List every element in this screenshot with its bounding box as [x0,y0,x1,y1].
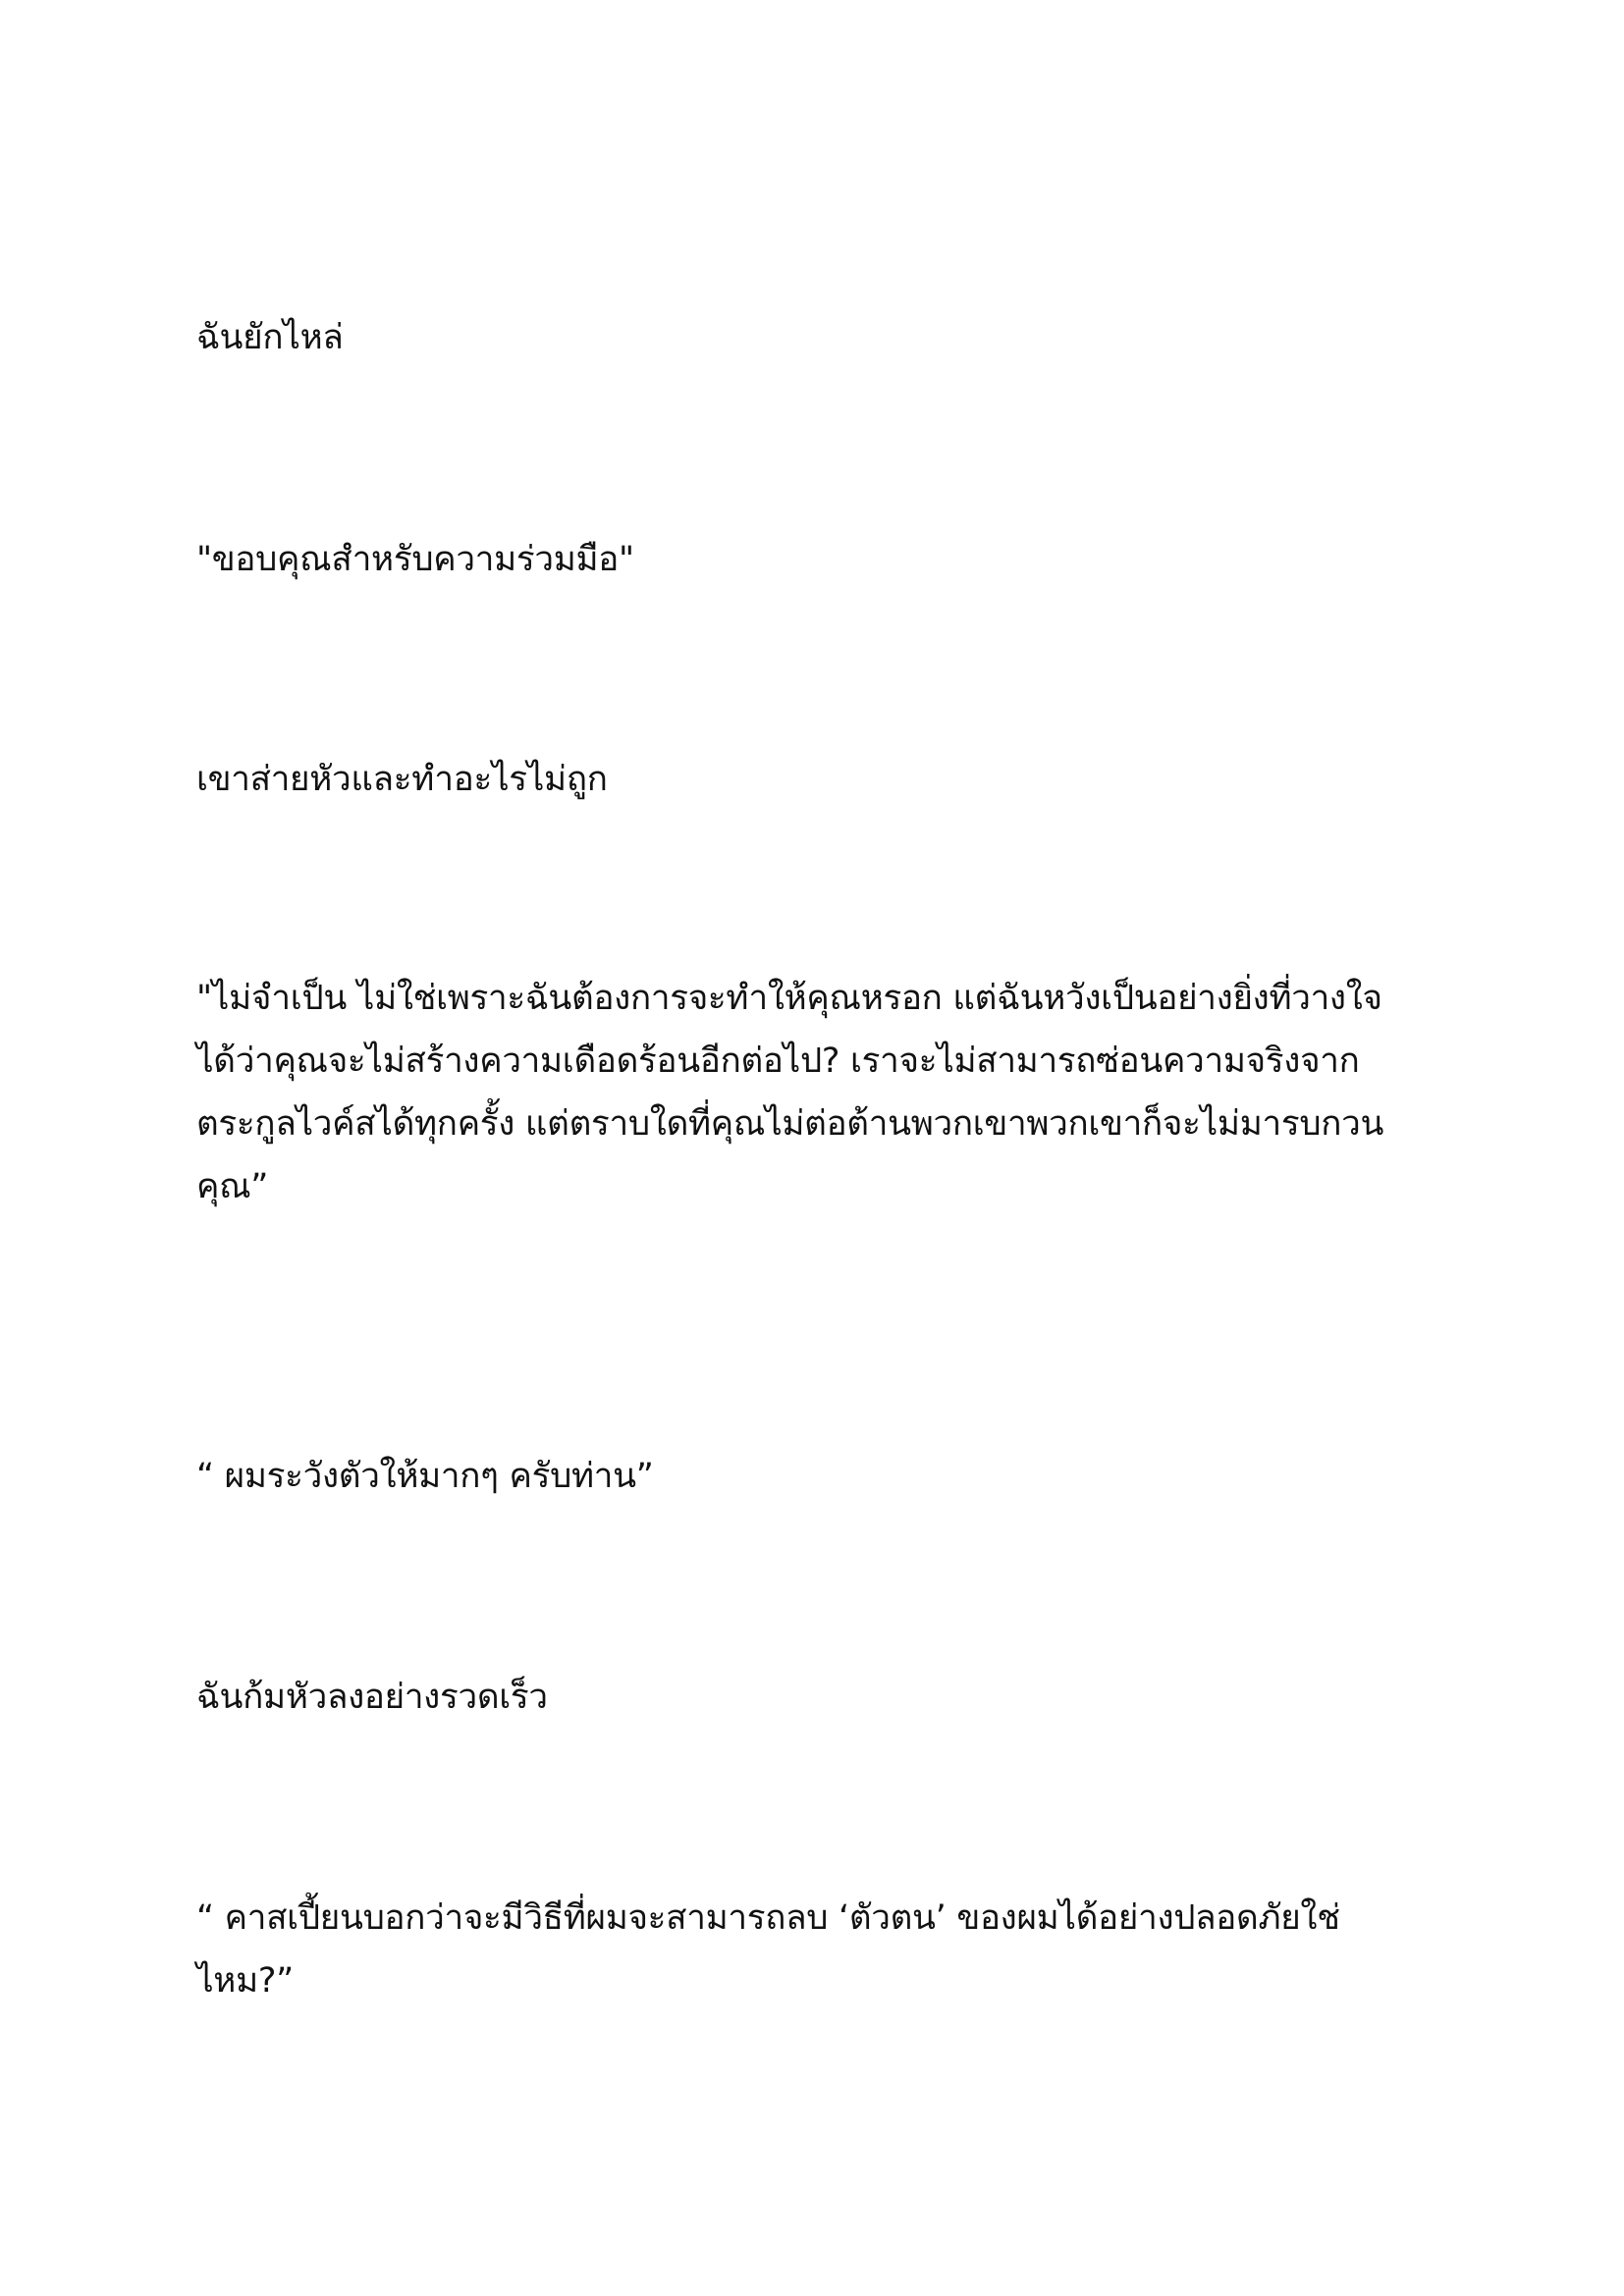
paragraph-line: ไหม?” [196,1961,294,2001]
paragraph-shrug [196,306,1434,369]
paragraph-dialogue-long [196,967,1434,1218]
paragraph-careful [196,1445,1434,1508]
paragraph-line: “ ผมระวังตัวให้มากๆ ครับท่าน” [196,1457,654,1496]
paragraph-head-shake [196,748,1434,811]
paragraph-thanks [196,528,1434,591]
paragraph-line: ฉันยักไหล่ [196,318,344,357]
paragraph-question [196,1887,1434,2012]
paragraph-line: ฉันก้มหัวลงอย่างรวดเร็ว [196,1678,548,1717]
paragraph-line: เขาส่ายหัวและทำอะไรไม่ถูก [196,760,608,799]
paragraph-line: "ขอบคุณสำหรับความร่วมมือ" [196,540,634,579]
paragraph-bow [196,1666,1434,1729]
paragraph-line: ได้ว่าคุณจะไม่สร้างความเดือดร้อนอีกต่อไป? เราจะไม่สามารถซ่อนความจริงจาก [196,1041,1360,1081]
paragraph-line: คุณ” [196,1167,269,1206]
paragraph-line: “ คาสเปี้ยนบอกว่าจะมีวิธีที่ผมจะสามารถลบ ‘ตัวตน’ ของผมได้อย่างปลอดภัยใช่ [196,1898,1340,1938]
paragraph-line: ตระกูลไวค์สได้ทุกครั้ง แต่ตราบใดที่คุณไม่ต่อต้านพวกเขาพวกเขาก็จะไม่มารบกวน [196,1104,1384,1144]
paragraph-line: "ไม่จำเป็น ไม่ใช่เพราะฉันต้องการจะทำให้คุณหรอก แต่ฉันหวังเป็นอย่างยิ่งที่วางใจ [196,979,1382,1018]
